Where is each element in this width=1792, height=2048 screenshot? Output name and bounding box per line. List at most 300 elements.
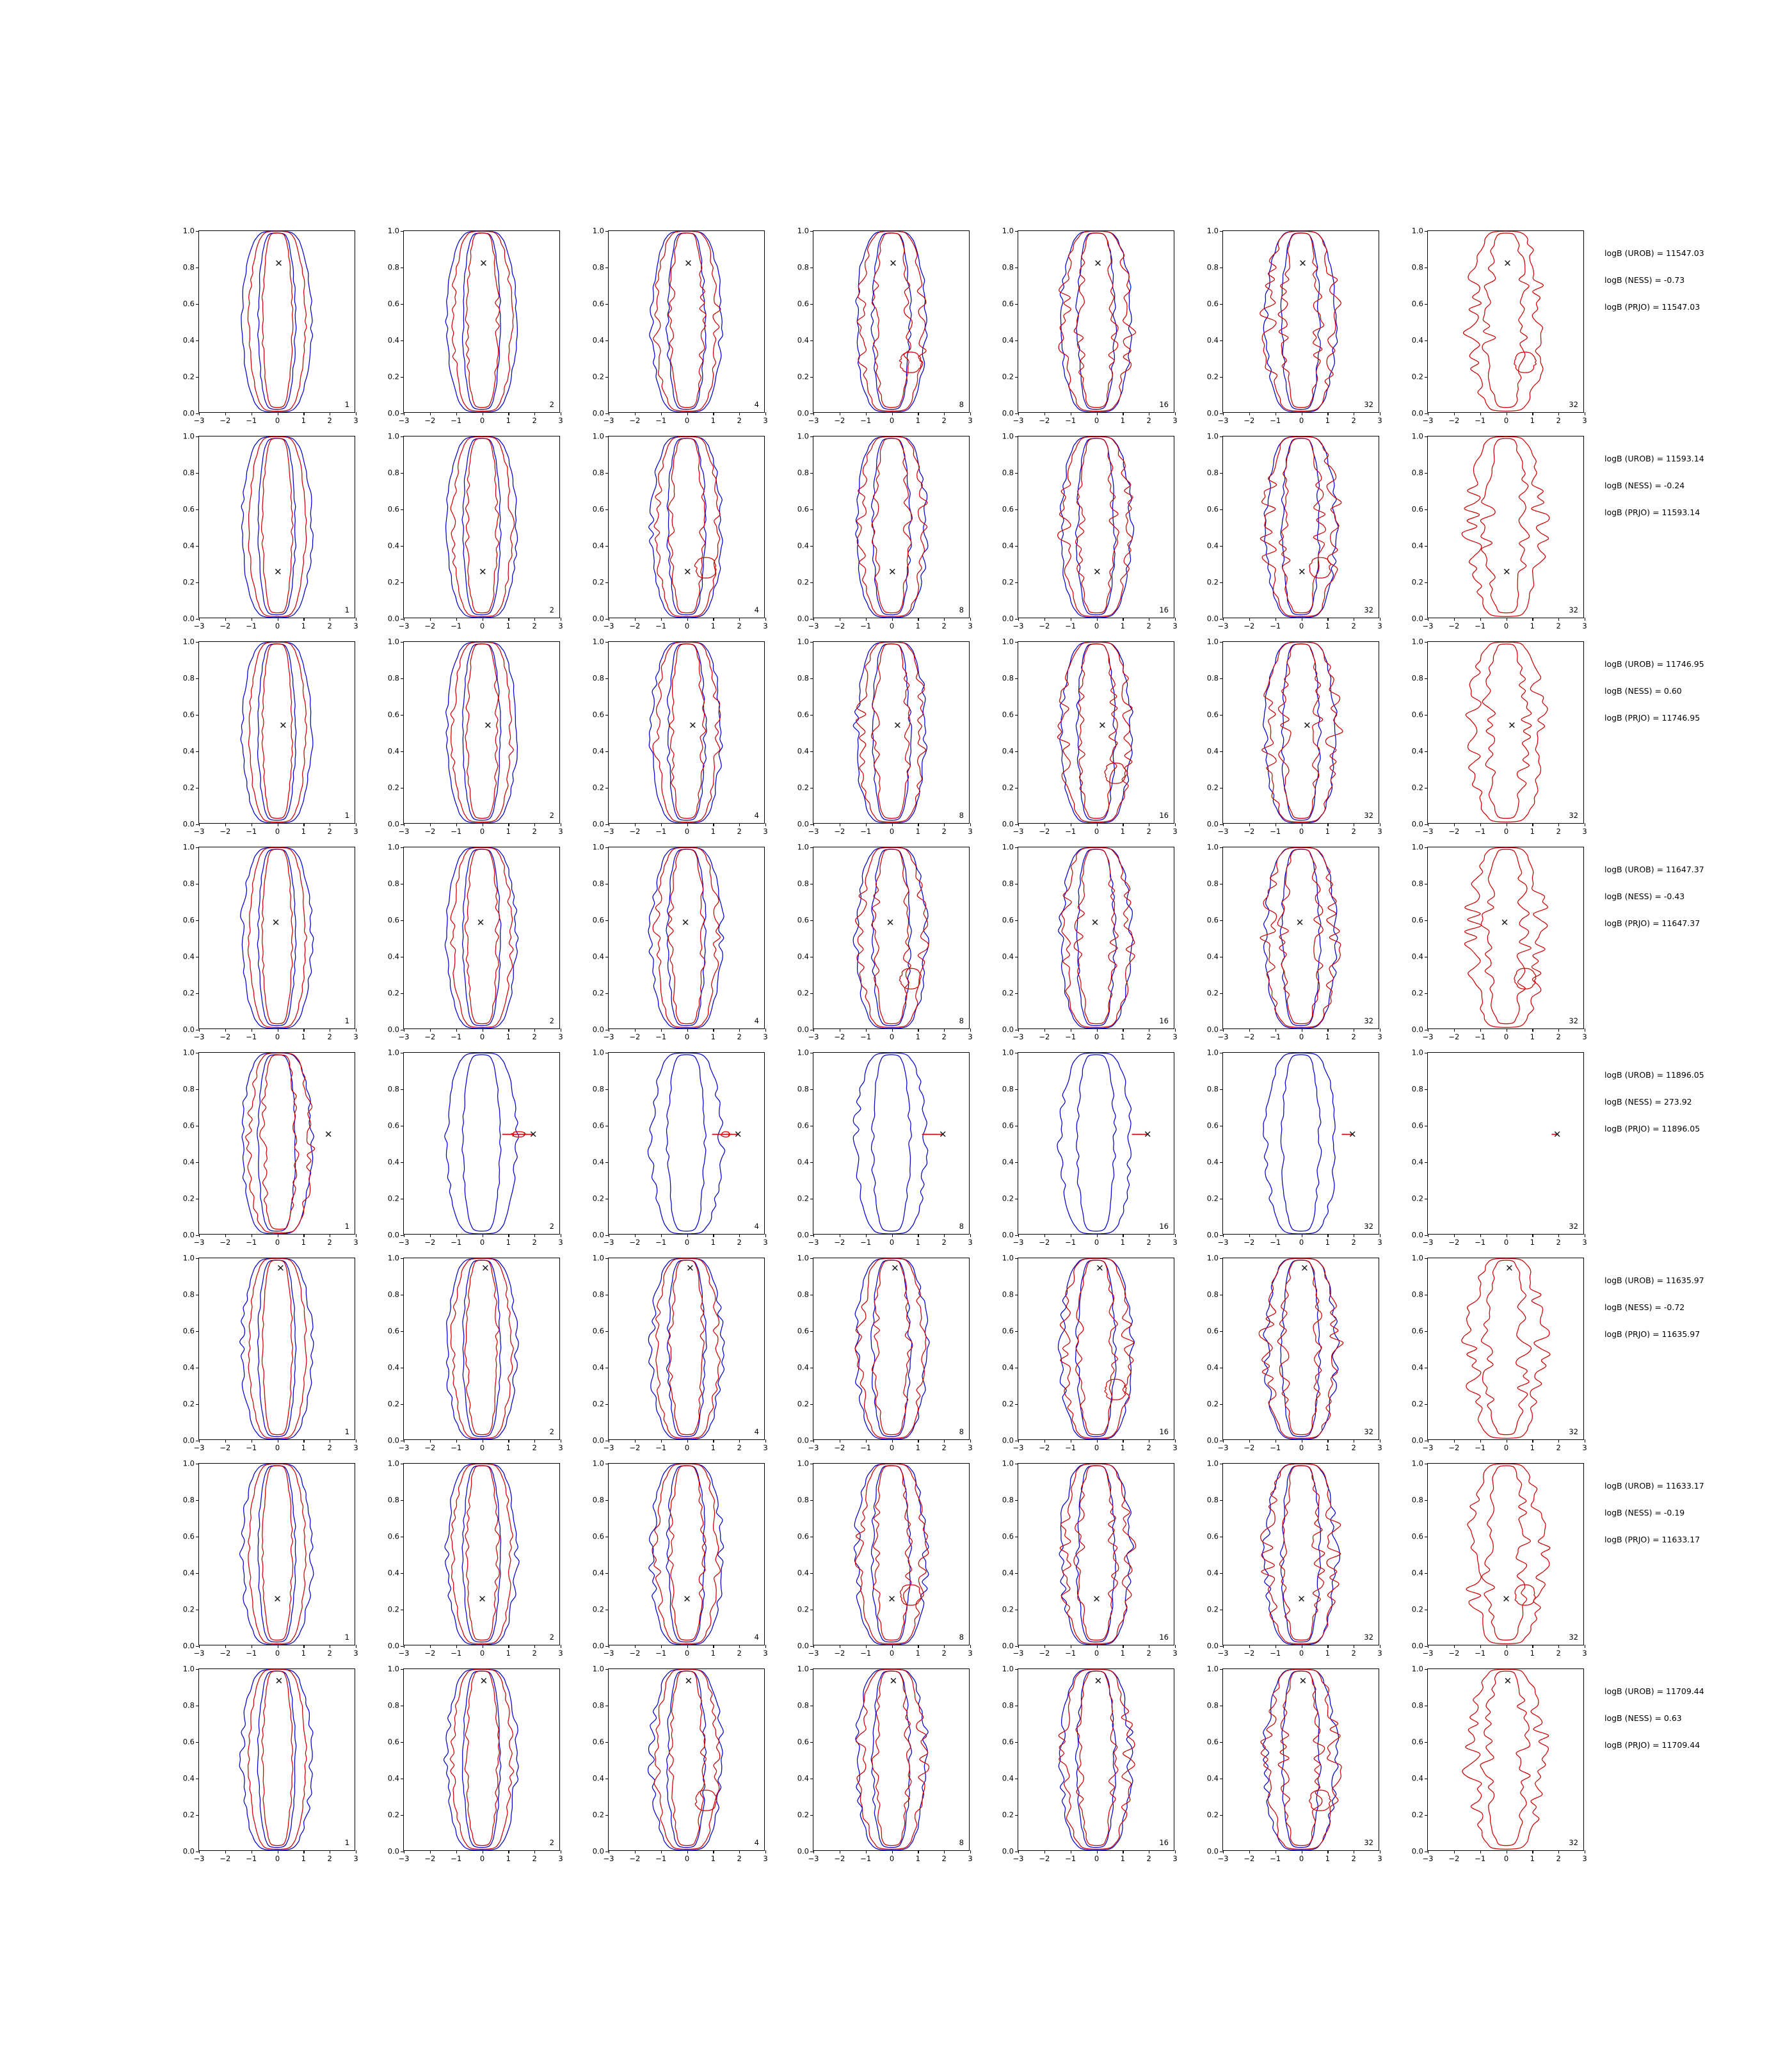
posterior-panel[interactable] <box>387 431 563 630</box>
posterior-panel[interactable] <box>1411 431 1587 630</box>
y-tick-mark <box>401 1089 404 1090</box>
posterior-panel[interactable] <box>1002 842 1178 1041</box>
x-tick-mark <box>687 412 688 415</box>
y-tick-label: 1.0 <box>1411 431 1423 441</box>
y-tick-label: 1.0 <box>592 1664 604 1674</box>
y-tick-mark <box>810 1573 813 1574</box>
x-tick-mark <box>225 823 226 826</box>
contour-canvas <box>199 1464 355 1645</box>
x-tick-mark <box>970 823 971 826</box>
y-tick-label: 0.0 <box>1206 1025 1219 1034</box>
y-tick-mark <box>605 847 609 848</box>
contour-line <box>444 1669 518 1850</box>
x-tick-label: 1 <box>301 416 306 425</box>
contour-line <box>853 1053 927 1234</box>
x-tick-label: 0 <box>889 827 895 836</box>
y-tick-mark <box>1015 1404 1018 1405</box>
y-tick-label: 0.2 <box>182 372 195 381</box>
posterior-panel[interactable] <box>1206 431 1382 630</box>
posterior-panel[interactable] <box>182 1253 358 1452</box>
x-tick-mark <box>303 1850 304 1853</box>
truth-marker: ✕ <box>1297 1593 1306 1605</box>
x-tick-mark <box>1480 1439 1481 1443</box>
x-tick-mark <box>430 618 431 621</box>
x-tick-label: 3 <box>353 827 358 836</box>
x-tick-label: 2 <box>532 1238 537 1247</box>
truth-marker: ✕ <box>1508 719 1516 732</box>
x-tick-label: −1 <box>1270 1443 1281 1452</box>
y-tick-mark <box>196 1089 199 1090</box>
posterior-panel[interactable] <box>1206 226 1382 425</box>
x-tick-label: 3 <box>558 1443 563 1452</box>
posterior-panel[interactable] <box>1206 637 1382 836</box>
posterior-panel[interactable] <box>1002 431 1178 630</box>
y-tick-label: 0.4 <box>1002 1773 1014 1783</box>
y-tick-label: 1.0 <box>1411 1664 1423 1674</box>
x-tick-label: 3 <box>1582 416 1587 425</box>
truth-marker: ✕ <box>479 1675 488 1687</box>
x-tick-mark <box>199 618 200 621</box>
x-tick-label: 3 <box>763 416 768 425</box>
panel-corner-label: 2 <box>549 605 554 614</box>
contour-canvas <box>1428 436 1583 618</box>
contour-canvas <box>813 436 969 618</box>
x-tick-mark <box>1558 823 1559 826</box>
x-tick-mark <box>944 1028 945 1032</box>
x-tick-label: −3 <box>808 1238 819 1247</box>
x-tick-label: 3 <box>1582 1032 1587 1041</box>
x-tick-label: 1 <box>506 621 511 630</box>
y-tick-mark <box>810 377 813 378</box>
y-tick-label: 0.0 <box>797 1025 809 1034</box>
x-tick-mark <box>765 618 766 621</box>
contour-line <box>1263 1258 1340 1439</box>
y-tick-mark <box>810 1815 813 1816</box>
x-tick-label: 2 <box>1556 621 1561 630</box>
x-tick-label: −1 <box>1065 1443 1076 1452</box>
x-tick-mark <box>1558 1645 1559 1648</box>
y-tick-mark <box>605 920 609 921</box>
x-tick-label: −1 <box>1270 621 1281 630</box>
posterior-panel[interactable] <box>592 1048 768 1247</box>
posterior-panel[interactable] <box>592 637 768 836</box>
truth-marker: ✕ <box>888 566 897 578</box>
x-tick-label: −3 <box>1012 827 1024 836</box>
y-tick-label: 0.6 <box>1002 710 1014 719</box>
x-tick-label: −2 <box>1039 1854 1050 1863</box>
x-tick-label: 2 <box>737 1238 742 1247</box>
posterior-panel[interactable] <box>1002 637 1178 836</box>
panel-corner-label: 2 <box>549 810 554 820</box>
y-tick-mark <box>810 1331 813 1332</box>
y-tick-label: 0.6 <box>387 504 399 514</box>
posterior-panel[interactable] <box>1411 1048 1587 1247</box>
x-tick-label: 3 <box>763 1443 768 1452</box>
contour-canvas <box>404 1258 559 1439</box>
posterior-panel[interactable] <box>797 431 973 630</box>
y-tick-mark <box>1425 1742 1428 1743</box>
panel-corner-label: 16 <box>1159 605 1169 614</box>
x-tick-label: 0 <box>1299 1032 1304 1041</box>
posterior-panel[interactable] <box>592 842 768 1041</box>
x-tick-mark <box>687 1028 688 1032</box>
y-tick-mark <box>196 1815 199 1816</box>
posterior-panel[interactable] <box>1411 1253 1587 1452</box>
truth-marker: ✕ <box>1299 1675 1308 1687</box>
posterior-panel[interactable] <box>1206 842 1382 1041</box>
x-tick-label: 1 <box>710 1443 716 1452</box>
contour-canvas <box>1018 1669 1174 1850</box>
panel-corner-label: 1 <box>344 1837 349 1847</box>
y-tick-mark <box>196 473 199 474</box>
panel-corner-label: 8 <box>959 1427 964 1436</box>
truth-marker: ✕ <box>1503 257 1512 269</box>
y-tick-label: 0.0 <box>592 1025 604 1034</box>
contour-line <box>1264 436 1338 618</box>
contour-canvas <box>813 1258 969 1439</box>
x-tick-label: −2 <box>424 827 436 836</box>
y-tick-label: 0.4 <box>1002 335 1014 345</box>
y-tick-mark <box>196 993 199 994</box>
posterior-panel[interactable] <box>387 1048 563 1247</box>
y-tick-mark <box>810 1669 813 1670</box>
panel-row <box>182 226 1645 436</box>
panel-axes <box>592 1664 768 1863</box>
posterior-panel[interactable] <box>1206 1664 1382 1863</box>
posterior-panel[interactable] <box>1411 1664 1587 1863</box>
x-tick-label: 0 <box>684 621 690 630</box>
panel-axes <box>1411 1253 1587 1452</box>
x-tick-mark <box>456 1850 457 1853</box>
x-tick-mark <box>1327 823 1328 826</box>
x-tick-mark <box>225 1439 226 1443</box>
contour-canvas <box>609 1053 764 1234</box>
x-tick-mark <box>1532 618 1533 621</box>
x-tick-label: −3 <box>1217 416 1229 425</box>
x-tick-label: −1 <box>246 827 257 836</box>
y-tick-label: 0.0 <box>182 1846 195 1856</box>
x-tick-mark <box>713 1645 714 1648</box>
contour-canvas <box>404 847 559 1028</box>
posterior-panel[interactable] <box>797 842 973 1041</box>
x-tick-label: 2 <box>737 827 742 836</box>
y-tick-label: 0.6 <box>592 504 604 514</box>
posterior-panel[interactable] <box>182 1048 358 1247</box>
panel-corner-label: 1 <box>344 605 349 614</box>
posterior-panel[interactable] <box>1411 842 1587 1041</box>
x-tick-label: 0 <box>275 621 280 630</box>
truth-marker: ✕ <box>681 916 690 929</box>
x-tick-label: 2 <box>737 621 742 630</box>
truth-marker: ✕ <box>891 1262 899 1274</box>
truth-marker: ✕ <box>889 1675 898 1687</box>
contour-line <box>260 1055 299 1229</box>
y-tick-mark <box>1425 546 1428 547</box>
y-tick-label: 0.4 <box>1206 1773 1219 1783</box>
y-tick-mark <box>196 847 199 848</box>
posterior-panel[interactable] <box>182 226 358 425</box>
posterior-panel[interactable] <box>387 1459 563 1658</box>
contour-line <box>257 1055 296 1231</box>
y-tick-label: 0.4 <box>182 541 195 550</box>
contour-canvas <box>404 1669 559 1850</box>
y-tick-label: 0.8 <box>1206 262 1219 272</box>
y-tick-mark <box>1015 473 1018 474</box>
x-tick-label: 3 <box>1377 1854 1382 1863</box>
x-tick-label: −1 <box>860 1649 872 1658</box>
y-tick-label: 1.0 <box>592 1253 604 1263</box>
posterior-panel[interactable] <box>592 1664 768 1863</box>
posterior-panel[interactable] <box>797 226 973 425</box>
x-tick-label: 3 <box>968 1649 973 1658</box>
posterior-panel[interactable] <box>1411 226 1587 425</box>
x-tick-mark <box>1097 618 1098 621</box>
x-tick-mark <box>970 1645 971 1648</box>
y-tick-label: 0.4 <box>1002 952 1014 961</box>
x-tick-mark <box>687 823 688 826</box>
y-tick-mark <box>1015 1500 1018 1501</box>
panel-axes <box>1206 842 1382 1041</box>
posterior-panel[interactable] <box>797 1664 973 1863</box>
x-tick-label: 2 <box>737 416 742 425</box>
y-tick-mark <box>1015 1258 1018 1259</box>
x-tick-mark <box>687 1439 688 1443</box>
contour-canvas <box>1018 1464 1174 1645</box>
posterior-panel[interactable] <box>592 431 768 630</box>
contour-canvas <box>609 1669 764 1850</box>
x-tick-label: 0 <box>1094 1649 1100 1658</box>
y-tick-mark <box>605 546 609 547</box>
y-tick-label: 0.8 <box>797 262 809 272</box>
x-tick-mark <box>1327 1028 1328 1032</box>
posterior-panel[interactable] <box>592 226 768 425</box>
x-tick-label: 2 <box>1556 1238 1561 1247</box>
x-tick-label: 0 <box>889 1854 895 1863</box>
posterior-panel[interactable] <box>182 431 358 630</box>
y-tick-mark <box>1220 678 1223 679</box>
y-tick-label: 0.2 <box>1002 988 1014 998</box>
y-tick-label: 0.8 <box>1206 468 1219 477</box>
panel-corner-label: 2 <box>549 1016 554 1025</box>
contour-line <box>262 438 293 613</box>
x-tick-mark <box>1223 618 1224 621</box>
x-tick-mark <box>866 412 867 415</box>
y-tick-label: 0.6 <box>182 1326 195 1336</box>
panel-corner-label: 32 <box>1364 1221 1373 1231</box>
y-tick-mark <box>1015 340 1018 341</box>
posterior-panel[interactable] <box>182 637 358 836</box>
contour-line <box>465 1671 499 1846</box>
posterior-panel[interactable] <box>797 637 973 836</box>
x-tick-label: 3 <box>1172 827 1178 836</box>
y-tick-mark <box>1425 231 1428 232</box>
y-tick-mark <box>1220 1742 1223 1743</box>
x-tick-label: 1 <box>915 1443 920 1452</box>
logb-annotation: logB (PRJO) = 11547.03 <box>1604 302 1700 312</box>
y-tick-label: 0.6 <box>182 1737 195 1747</box>
y-tick-mark <box>1425 1815 1428 1816</box>
x-tick-label: −3 <box>603 1443 614 1452</box>
y-tick-label: 0.6 <box>182 299 195 308</box>
truth-marker: ✕ <box>1503 1675 1512 1687</box>
x-tick-mark <box>765 1850 766 1853</box>
posterior-panel[interactable] <box>1206 1459 1382 1658</box>
x-tick-mark <box>1018 412 1019 415</box>
x-tick-label: 3 <box>558 1238 563 1247</box>
y-tick-mark <box>401 1742 404 1743</box>
y-tick-mark <box>810 340 813 341</box>
x-tick-mark <box>739 1234 740 1237</box>
y-tick-label: 0.6 <box>1002 299 1014 308</box>
y-tick-label: 0.2 <box>182 577 195 587</box>
posterior-panel[interactable] <box>797 1459 973 1658</box>
posterior-panel[interactable] <box>1206 1253 1382 1452</box>
x-tick-mark <box>1175 1645 1176 1648</box>
posterior-panel[interactable] <box>182 1664 358 1863</box>
y-tick-mark <box>1220 582 1223 583</box>
x-tick-label: −3 <box>398 621 410 630</box>
contour-line <box>462 438 501 615</box>
y-tick-label: 0.8 <box>182 1495 195 1505</box>
contour-line <box>248 1258 307 1438</box>
x-tick-label: −3 <box>1217 1649 1229 1658</box>
x-tick-mark <box>1249 1234 1250 1237</box>
posterior-panel[interactable] <box>1411 637 1587 836</box>
x-tick-label: −3 <box>1422 1649 1434 1658</box>
contour-line <box>1057 642 1132 822</box>
x-tick-mark <box>1532 1850 1533 1853</box>
x-tick-mark <box>225 412 226 415</box>
truth-marker: ✕ <box>733 1128 742 1140</box>
y-tick-mark <box>196 1669 199 1670</box>
posterior-panel[interactable] <box>387 1253 563 1452</box>
posterior-panel[interactable] <box>1002 1048 1178 1247</box>
x-tick-label: −1 <box>1475 621 1486 630</box>
y-tick-label: 0.6 <box>1002 1737 1014 1747</box>
truth-marker: ✕ <box>1094 257 1102 269</box>
contour-canvas <box>199 1669 355 1850</box>
y-tick-label: 0.2 <box>797 1810 809 1820</box>
y-tick-label: 0.8 <box>182 1084 195 1094</box>
x-tick-label: −1 <box>655 621 667 630</box>
x-tick-mark <box>661 1439 662 1443</box>
x-tick-label: 0 <box>1299 1854 1304 1863</box>
posterior-panel[interactable] <box>592 1459 768 1658</box>
x-tick-label: −1 <box>451 621 462 630</box>
x-tick-label: −2 <box>220 1443 231 1452</box>
y-tick-label: 0.8 <box>797 1084 809 1094</box>
x-tick-label: 3 <box>1172 621 1178 630</box>
x-tick-label: −2 <box>834 416 845 425</box>
y-tick-mark <box>1220 1404 1223 1405</box>
x-tick-label: −3 <box>1012 621 1024 630</box>
x-tick-label: 0 <box>684 1649 690 1658</box>
y-tick-label: 0.0 <box>1206 1846 1219 1856</box>
x-tick-label: 3 <box>1377 621 1382 630</box>
y-tick-label: 0.6 <box>1206 504 1219 514</box>
panel-corner-label: 4 <box>754 605 759 614</box>
posterior-panel[interactable] <box>387 842 563 1041</box>
y-tick-mark <box>1015 642 1018 643</box>
posterior-panel[interactable] <box>387 226 563 425</box>
posterior-panel[interactable] <box>387 1664 563 1863</box>
y-tick-label: 0.6 <box>1411 1121 1423 1130</box>
posterior-panel[interactable] <box>1411 1459 1587 1658</box>
x-tick-label: −1 <box>451 1854 462 1863</box>
y-tick-mark <box>401 751 404 752</box>
posterior-panel[interactable] <box>797 1048 973 1247</box>
x-tick-mark <box>1327 1645 1328 1648</box>
y-tick-label: 0.8 <box>592 879 604 888</box>
panel-axes <box>1206 431 1382 630</box>
x-tick-mark <box>508 1439 509 1443</box>
y-tick-mark <box>196 546 199 547</box>
x-tick-mark <box>1249 1028 1250 1032</box>
panel-corner-label: 32 <box>1364 1837 1373 1847</box>
y-tick-mark <box>1015 436 1018 437</box>
y-tick-label: 0.0 <box>182 614 195 623</box>
posterior-panel[interactable] <box>1002 1459 1178 1658</box>
panel-corner-label: 32 <box>1364 1016 1373 1025</box>
x-tick-label: −2 <box>1039 1238 1050 1247</box>
y-tick-label: 1.0 <box>1411 226 1423 236</box>
posterior-panel[interactable] <box>182 1459 358 1658</box>
y-tick-label: 1.0 <box>797 1048 809 1057</box>
x-tick-mark <box>508 1645 509 1648</box>
y-tick-label: 0.6 <box>1002 915 1014 925</box>
x-tick-label: 1 <box>1120 1032 1125 1041</box>
panel-axes <box>1411 842 1587 1041</box>
posterior-panel[interactable] <box>797 1253 973 1452</box>
contour-line <box>257 1671 296 1848</box>
x-tick-label: −3 <box>1422 416 1434 425</box>
truth-marker: ✕ <box>1091 916 1100 929</box>
contour-line <box>1059 1669 1135 1849</box>
y-tick-mark <box>810 993 813 994</box>
y-tick-mark <box>401 340 404 341</box>
y-tick-label: 0.4 <box>592 746 604 756</box>
x-tick-label: −1 <box>1270 1032 1281 1041</box>
posterior-panel[interactable] <box>1206 1048 1382 1247</box>
contour-line <box>656 1258 721 1438</box>
truth-marker: ✕ <box>1348 1128 1357 1140</box>
y-tick-mark <box>401 304 404 305</box>
x-tick-label: 0 <box>1094 416 1100 425</box>
y-tick-label: 0.4 <box>1206 1568 1219 1578</box>
posterior-panel[interactable] <box>387 637 563 836</box>
x-tick-label: 2 <box>1146 827 1151 836</box>
posterior-panel[interactable] <box>1002 1664 1178 1863</box>
contour-line <box>669 1671 706 1846</box>
panel-corner-label: 2 <box>549 1427 554 1436</box>
y-tick-mark <box>605 582 609 583</box>
x-tick-label: −1 <box>1475 1854 1486 1863</box>
panel-corner-label: 2 <box>549 1221 554 1231</box>
posterior-panel[interactable] <box>1002 226 1178 425</box>
posterior-panel[interactable] <box>592 1253 768 1452</box>
x-tick-label: 2 <box>532 1649 537 1658</box>
panel-axes <box>592 1459 768 1658</box>
posterior-panel[interactable] <box>1002 1253 1178 1452</box>
truth-marker: ✕ <box>1143 1128 1152 1140</box>
y-tick-label: 0.4 <box>182 335 195 345</box>
posterior-panel[interactable] <box>182 842 358 1041</box>
x-tick-label: −3 <box>193 1649 205 1658</box>
y-tick-mark <box>1425 436 1428 437</box>
contour-line <box>668 438 705 613</box>
contour-line <box>451 436 514 616</box>
x-tick-mark <box>1097 412 1098 415</box>
